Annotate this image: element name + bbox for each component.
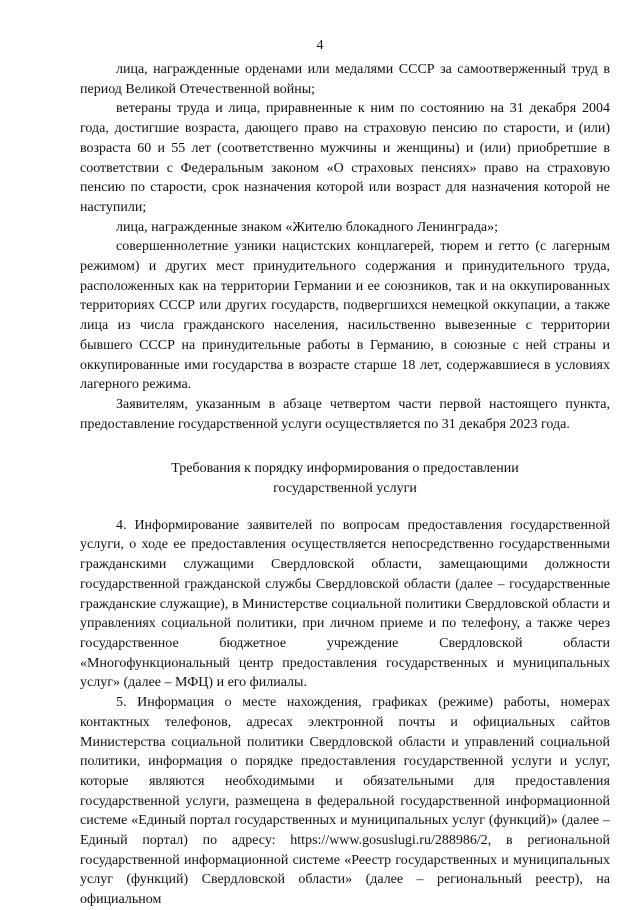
paragraph-item-5: 5. Информация о месте нахождения, графиках (режиме) работы, номерах контактных телефонов, адресах электронной почты и официальных сайтов Министерства социальной политики Свердловской области и управлений социальной политики, информация о порядке предоставления государственной услуги и услуг, которые являются необходимыми и обязательными для предоставления государственной услуги, размещена в федеральной государственной информационной системе «Единый портал государственных и муниципальных услуг (функций)» (далее – Единый портал) по адресу: https://www.gosuslugi.ru/288986/2, в региональной государственной информационной системе «Реестр государственных и муниципальных услуг (функций) Свердловской области» (далее – региональный реестр), на официальном [80,695,610,908]
section-heading-line-2: государственной услуги [273,481,417,497]
paragraph-camp-prisoners: совершеннолетние узники нацистских концлагерей, тюрем и гетто (с лагерным режимом) и других мест принудительного содержания и принудительного труда, расположенных как на территории Германии и ее союзников, так и на оккупированных территориях СССР или других государств, подвергшихся немецкой оккупации, а также лица из числа гражданского населения, насильственно вывезенные с территории бывшего СССР на принудительные работы в Германию, в союзные с ней страны и оккупированные ими государства в возрасте старше 18 лет, содержавшиеся в условиях лагерного режима. [80,239,610,393]
section-heading [140,459,550,498]
paragraph-leningrad-badge: лица, награжденные знаком «Жителю блокадного Ленинграда»; [116,219,499,235]
paragraph-orders-medals: лица, награжденные орденами или медалями СССР за самоотверженный труд в период Великой Отечественной войны; [80,62,610,97]
paragraph-applicants-deadline: Заявителям, указанным в абзаце четвертом части первой настоящего пункта, предоставление государственной услуги осуществляется по 31 декабря 2023 года. [80,396,610,432]
paragraph-labor-veterans: ветераны труда и лица, приравненные к ним по состоянию на 31 декабря 2004 года, достигшие возраста, дающего право на страховую пенсию по старости, и (или) возраста 60 и 55 лет (соответственно мужчины и женщины) и (или) приобретшие в соответствии с Федеральным законом «О страховых пенсиях» право на страховую пенсию по старости, срок назначения которой или возраст для назначения которой не наступили; [80,101,610,215]
paragraph-item-4: 4. Информирование заявителей по вопросам предоставления государственной услуги, о ходе ее предоставления осуществляется непосредственно государственными гражданскими служащими Свердловской области, замещающими должности государственной гражданской службы Свердловской области (далее – государственные гражданские служащие), в Министерстве социальной политики Свердловской области и управлениях социальной политики, при личном приеме и по телефону, а также через государственное бюджетное учреждение Свердловской области «Многофункциональный центр предоставления государственных и муниципальных услуг» (далее – МФЦ) и его филиалы. [80,517,610,691]
section-heading-line-1: Требования к порядку информирования о предоставлении [171,461,519,477]
page-number: 4 [316,38,324,53]
document-body [80,60,610,910]
